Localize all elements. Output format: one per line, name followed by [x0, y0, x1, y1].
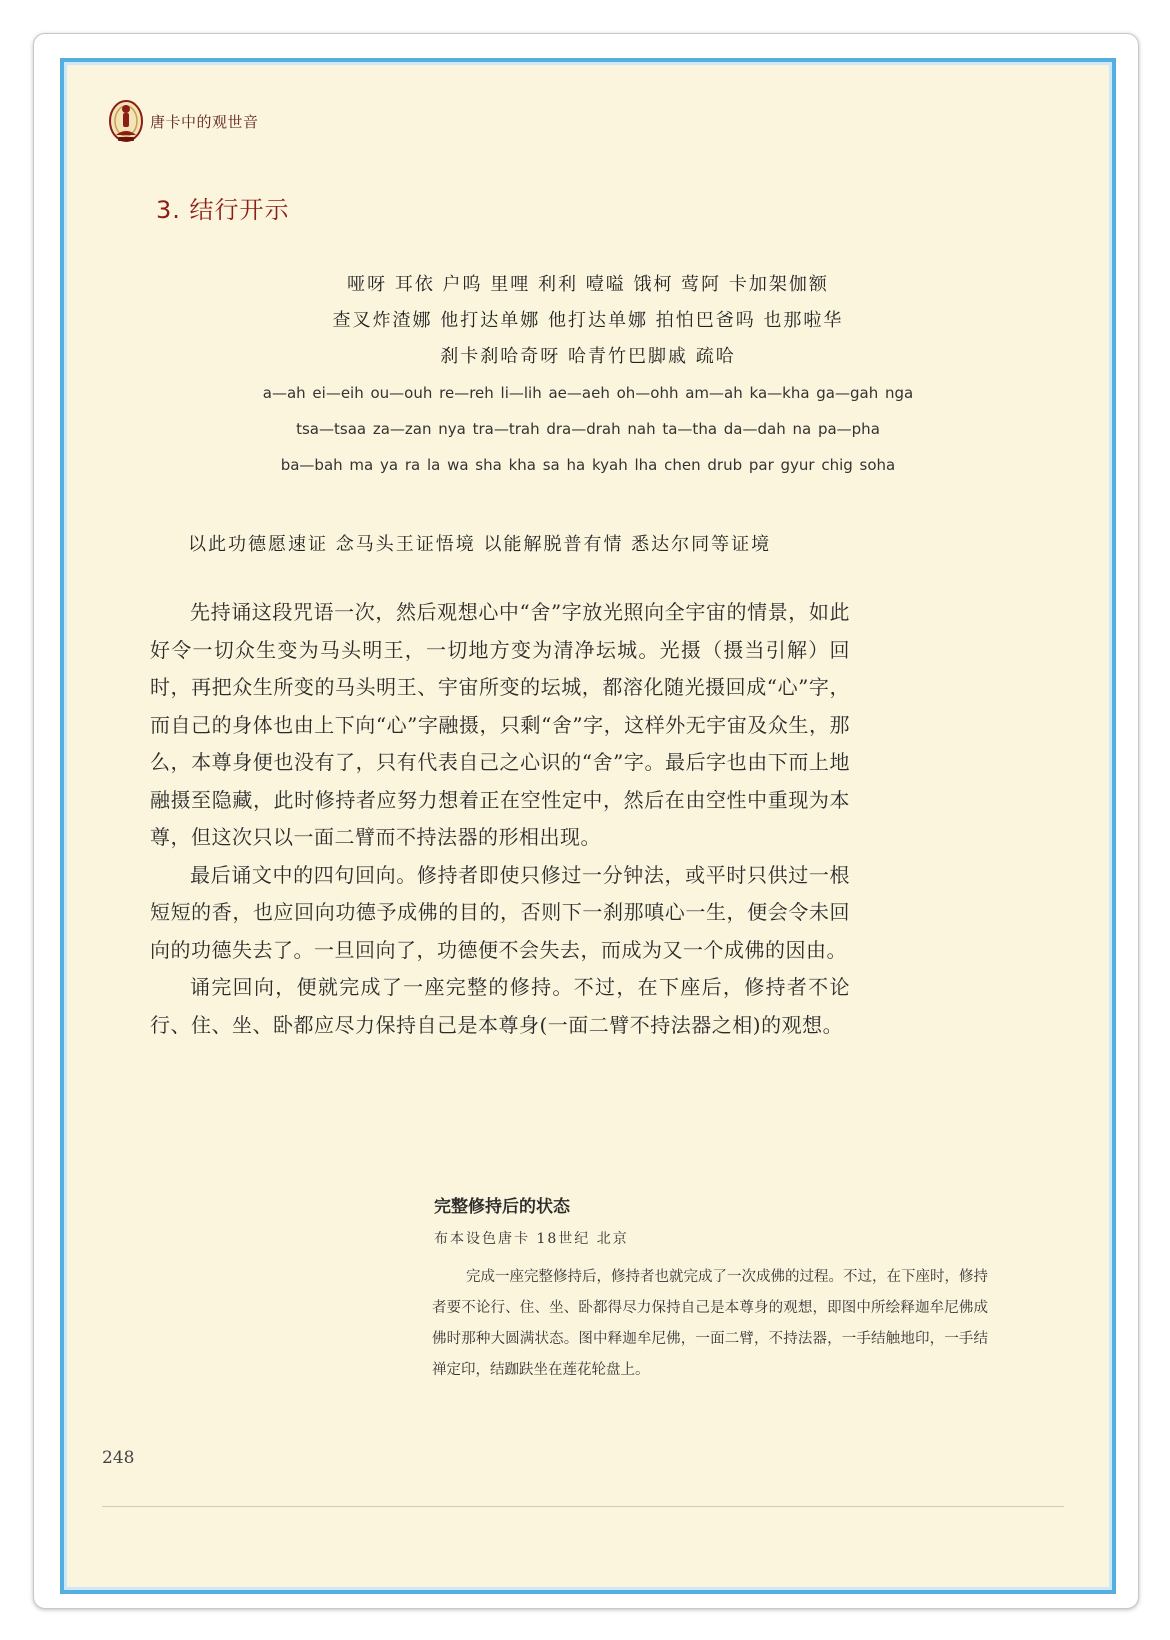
caption-text: 完成一座完整修持后，修持者也就完成了一次成佛的过程。不过，在下座时，修持者要不论行、住、坐、卧都得尽力保持自己是本尊身的观想，即图中所绘释迦牟尼佛成佛时那种大圆满状态。图中释迦牟尼佛，一面二臂，不持法器，一手结触地印，一手结禅定印，结跏趺坐在莲花轮盘上。	[432, 1269, 988, 1378]
mantra-chinese-line: 哑呀 耳依 户呜 里哩 利利 噎嗌 饿柯 莺阿 卡加架伽额	[347, 274, 829, 295]
mantra-chinese-line: 查叉炸渣娜 他打达单娜 他打达单娜 拍怕巴爸吗 也那啦华	[332, 310, 844, 331]
dedication-verse: 以此功德愿速证 念马头王证悟境 以能解脱普有情 悉达尔同等证境	[188, 534, 772, 555]
running-header	[108, 96, 259, 146]
section-title: 3. 结行开示	[156, 196, 290, 224]
mantra-latin-line: tsa—tsaa za—zan nya tra—trah dra—drah nah ta—tha da—dah na pa—pha	[296, 420, 880, 438]
mantra-latin-line: a—ah ei—eih ou—ouh re—reh li—lih ae—aeh oh—ohh am—ah ka—kha ga—gah nga	[262, 384, 914, 402]
body-text	[150, 594, 850, 1044]
bottom-rule	[102, 1506, 1064, 1507]
caption-title: 完整修持后的状态	[434, 1197, 570, 1217]
mantra-chinese-line: 刹卡刹哈奇呀 哈青竹巴脚戚 疏哈	[440, 346, 736, 367]
page-number: 248	[102, 1448, 135, 1468]
book-page	[60, 58, 1116, 1594]
running-header-title: 唐卡中的观世音	[150, 112, 259, 131]
body-paragraph: 诵完回向，便就完成了一座完整的修持。不过，在下座后，修持者不论行、住、坐、卧都应尽力保持自己是本尊身(一面二臂不持法器之相)的观想。	[150, 975, 850, 1037]
mantra-latin-line: ba—bah ma ya ra la wa sha kha sa ha kyah lha chen drub par gyur chig soha	[280, 456, 896, 474]
body-paragraph: 最后诵文中的四句回向。修持者即使只修过一分钟法，或平时只供过一根短短的香，也应回向功德予成佛的目的，否则下一刹那嗔心一生，便会令未回向的功德失去了。一旦回向了，功德便不会失去，而成为又一个成佛的因由。	[150, 862, 850, 962]
body-paragraph: 先持诵这段咒语一次，然后观想心中“舍”字放光照向全宇宙的情景，如此好令一切众生变为马头明王，一切地方变为清净坛城。光摄（摄当引解）回时，再把众生所变的马头明王、宇宙所变的坛城，都溶化随光摄回成“心”字，而自己的身体也由上下向“心”字融摄，只剩“舍”字，这样外无宇宙及众生，那么，本尊身便也没有了，只有代表自己之心识的“舍”字。最后字也由下而上地融摄至隐藏，此时修持者应努力想着正在空性定中，然后在由空性中重现为本尊，但这次只以一面二臂而不持法器的形相出现。	[150, 600, 850, 849]
lotus-emblem-icon	[108, 97, 144, 145]
caption-subtitle: 布本设色唐卡 18世纪 北京	[434, 1231, 629, 1247]
